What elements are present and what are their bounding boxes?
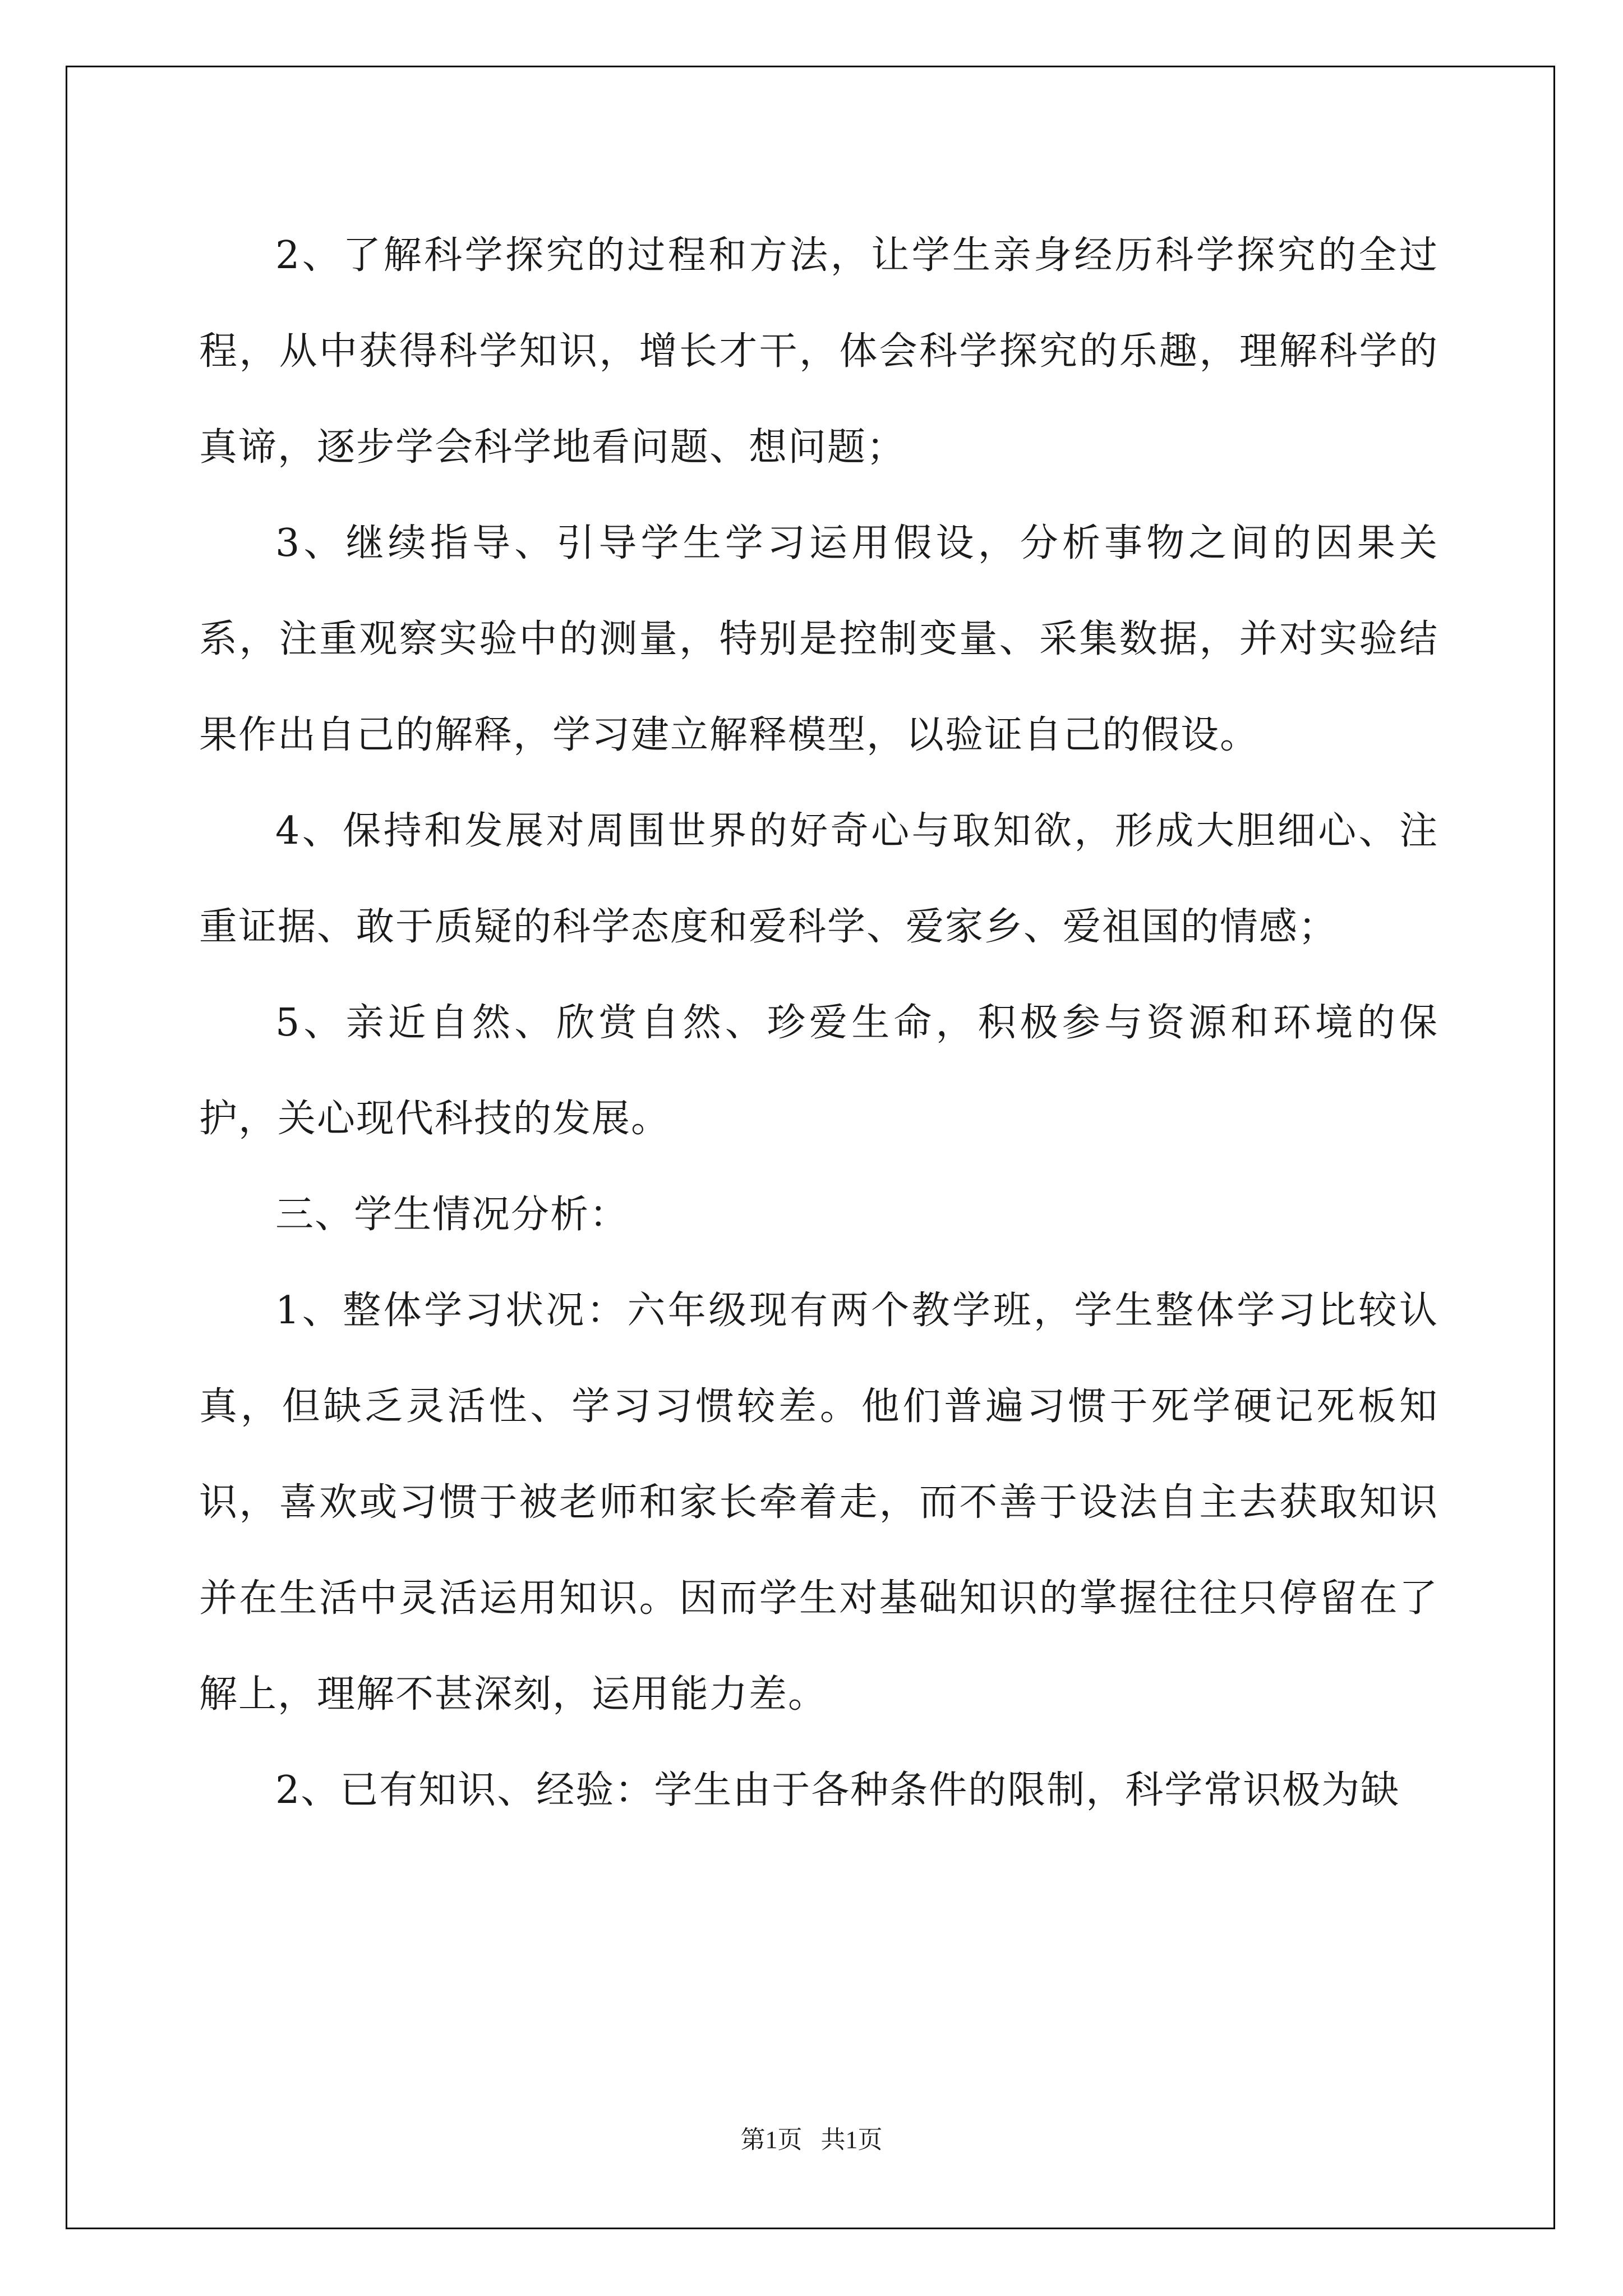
paragraph-analysis-1: 1、整体学习状况：六年级现有两个教学班，学生整体学习比较认真，但缺乏灵活性、学习习惯较差。他们普遍习惯于死学硬记死板知识，喜欢或习惯于被老师和家长牵着走，而不善于设法自主去获取知识并在生活中灵活运用知识。因而学生对基础知识的掌握往往只停留在了解上，理解不甚深刻，运用能力差。 bbox=[199, 1289, 1438, 1717]
section-heading-student-analysis: 三、学生情况分析： bbox=[275, 1193, 629, 1237]
paragraph-goal-3: 3、继续指导、引导学生学习运用假设，分析事物之间的因果关系，注重观察实验中的测量，特别是控制变量、采集数据，并对实验结果作出自己的解释，学习建立解释模型，以验证自己的假设。 bbox=[199, 521, 1438, 757]
paragraph-goal-5: 5、亲近自然、欣赏自然、珍爱生命，积极参与资源和环境的保护，关心现代科技的发展。 bbox=[199, 1001, 1438, 1141]
document-body bbox=[199, 208, 1438, 1838]
paragraph-goal-2: 2、了解科学探究的过程和方法，让学生亲身经历科学探究的全过程，从中获得科学知识，增长才干，体会科学探究的乐趣，理解科学的真谛，逐步学会科学地看问题、想问题； bbox=[199, 233, 1438, 470]
paragraph-goal-4: 4、保持和发展对周围世界的好奇心与取知欲，形成大胆细心、注重证据、敢于质疑的科学态度和爱科学、爱家乡、爱祖国的情感； bbox=[199, 809, 1438, 949]
paragraph-analysis-2: 2、已有知识、经验：学生由于各种条件的限制，科学常识极为缺 bbox=[275, 1768, 1400, 1812]
page-number-footer: 第1页 共1页 bbox=[740, 2126, 883, 2154]
